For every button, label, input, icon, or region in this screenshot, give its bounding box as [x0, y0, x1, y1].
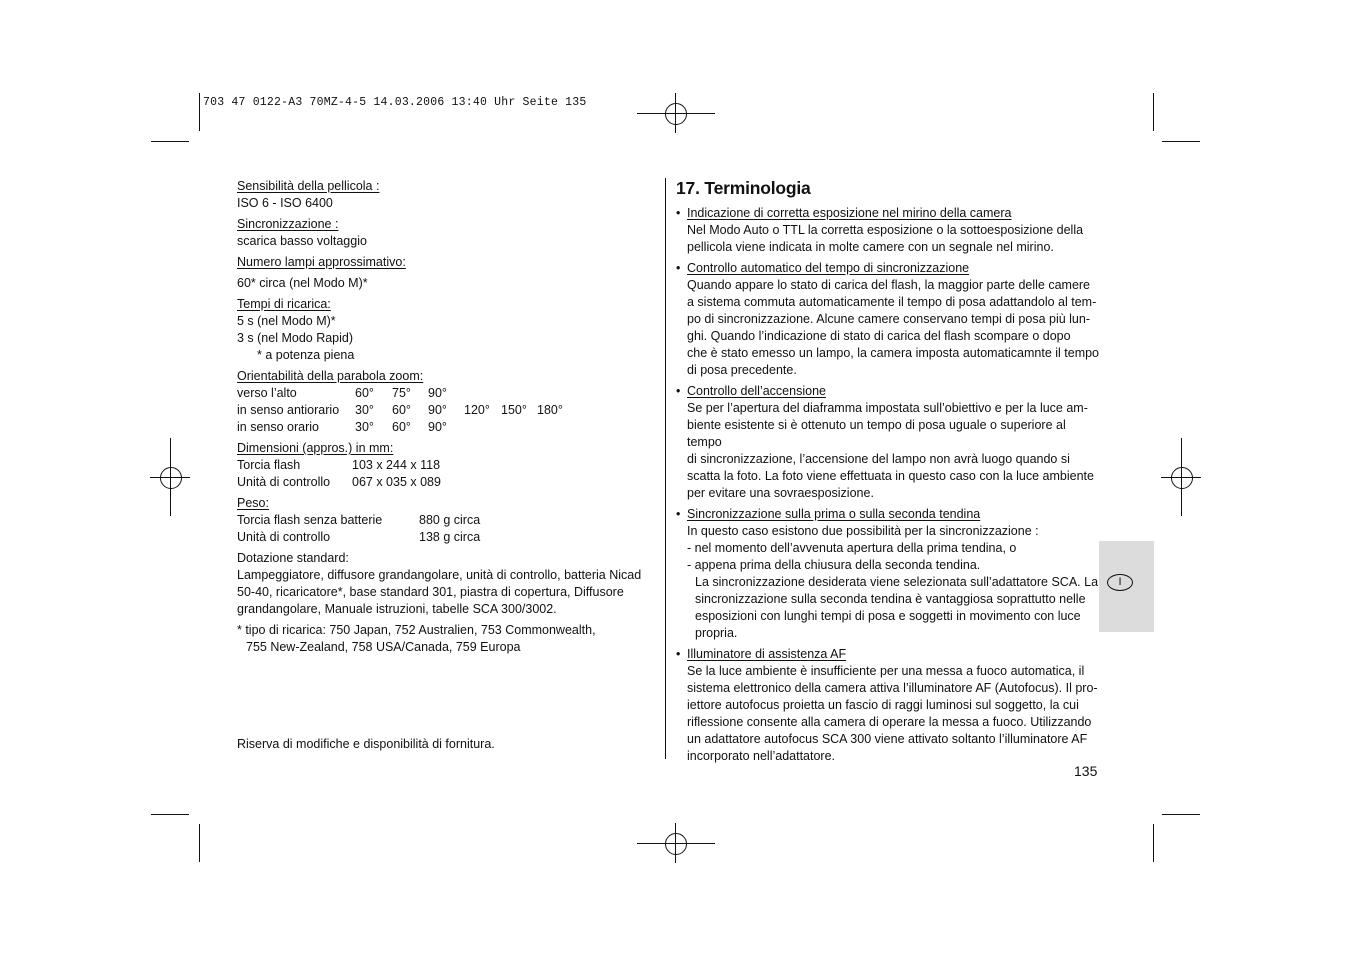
- page-number: 135: [1074, 763, 1098, 779]
- crop-mark: [1162, 141, 1200, 142]
- weight-row: Torcia flash senza batterie 880 g circa: [237, 513, 481, 527]
- tilt-row: in senso orario 30° 60° 90°: [237, 420, 447, 434]
- term-text: propria.: [695, 626, 738, 640]
- bullet: •: [676, 647, 681, 661]
- term-item: [676, 506, 1101, 642]
- term-text: - nel momento dell’avvenuta apertura della prima tendina, o: [687, 541, 1017, 555]
- spec-note: * a potenza piena: [257, 348, 355, 362]
- term-text: Se per l’apertura del diaframma impostata sull’obiettivo e per la luce am-: [687, 401, 1088, 415]
- spec-label: Orientabilità della parabola zoom:: [237, 369, 424, 383]
- term-title: Illuminatore di assistenza AF: [687, 647, 847, 661]
- bullet: •: [676, 261, 681, 275]
- dimension-row: Unità di controllo 067 x 035 x 089: [237, 475, 441, 489]
- bullet: •: [676, 507, 681, 521]
- bullet: •: [676, 206, 681, 220]
- spec-value: 50-40, ricaricatore*, base standard 301, piastra di copertura, Diffusore: [237, 585, 624, 599]
- term-title: Controllo dell’accensione: [687, 384, 826, 398]
- spec-value: ISO 6 - ISO 6400: [237, 196, 333, 210]
- spec-dimensions: [237, 440, 657, 491]
- term-title: Sincronizzazione sulla prima o sulla seconda tendina: [687, 507, 981, 521]
- term-title: Controllo automatico del tempo di sincronizzazione: [687, 261, 970, 275]
- spec-recharge: [237, 296, 657, 364]
- spec-label: Sincronizzazione :: [237, 217, 339, 231]
- term-text: di posa precedente.: [687, 363, 797, 377]
- crop-mark: [1153, 93, 1154, 131]
- spec-value: grandangolare, Manuale istruzioni, tabelle SCA 300/3002.: [237, 602, 557, 616]
- term-text: pellicola viene indicata in molte camere con un segnale nel mirino.: [687, 240, 1054, 254]
- spec-standard: [237, 550, 657, 618]
- weight-row: Unità di controllo 138 g circa: [237, 530, 481, 544]
- spec-label: Peso:: [237, 496, 269, 510]
- term-text: sistema elettronico della camera attiva l’illuminatore AF (Autofocus). Il pro-: [687, 681, 1098, 695]
- spec-value: scarica basso voltaggio: [237, 234, 367, 248]
- term-item: [676, 260, 1101, 379]
- term-text: di sincronizzazione, l’accensione del lampo non avrà luogo quando si: [687, 452, 1070, 466]
- note-line: 755 New-Zealand, 758 USA/Canada, 759 Europa: [246, 640, 521, 654]
- term-text: Quando appare lo stato di carica del flash, la maggior parte delle camere: [687, 278, 1091, 292]
- crop-mark: [1162, 814, 1200, 815]
- spec-value: 3 s (nel Modo Rapid): [237, 331, 354, 345]
- spec-label: Dimensioni (appros.) in mm:: [237, 441, 394, 455]
- term-text: In questo caso esistono due possibilità per la sincronizzazione :: [687, 524, 1039, 538]
- term-text: po di sincronizzazione. Alcune camere conservano tempi di posa più lun-: [687, 312, 1091, 326]
- term-text: per evitare una sovraesposizione.: [687, 486, 874, 500]
- term-item: [676, 646, 1101, 765]
- spec-label: Numero lampi approssimativo:: [237, 255, 406, 269]
- term-text: un adattatore autofocus SCA 300 viene attivato soltanto l’illuminatore AF: [687, 732, 1088, 746]
- spec-sync: [237, 216, 657, 250]
- terminology-column: [676, 177, 1101, 769]
- bullet: •: [676, 384, 681, 398]
- spec-sensitivity: [237, 178, 657, 212]
- term-text: scatta la foto. La foto viene effettuata in questo caso con la luce ambiente: [687, 469, 1094, 483]
- tilt-row: verso l’alto 60° 75° 90°: [237, 386, 447, 400]
- spec-value: Lampeggiatore, diffusore grandangolare, unità di controllo, batteria Nicad: [237, 568, 642, 582]
- spec-label: Sensibilità della pellicola :: [237, 179, 380, 193]
- term-text: a sistema commuta automaticamente il tempo di posa adattandolo al tem-: [687, 295, 1097, 309]
- disclaimer: Riserva di modifiche e disponibilità di fornitura.: [237, 737, 495, 751]
- crop-mark: [151, 814, 189, 815]
- crop-mark: [151, 141, 189, 142]
- print-slug: 703 47 0122-A3 70MZ-4-5 14.03.2006 13:40 Uhr Seite 135: [203, 96, 587, 109]
- crop-mark: [1153, 824, 1154, 862]
- spec-label: Tempi di ricarica:: [237, 297, 331, 311]
- spec-flashes: [237, 254, 657, 292]
- column-divider: [665, 178, 666, 759]
- term-text: incorporato nell’adattatore.: [687, 749, 836, 763]
- spec-value: 60* circa (nel Modo M)*: [237, 276, 368, 290]
- term-text: Se la luce ambiente è insufficiente per una messa a fuoco automatica, il: [687, 664, 1085, 678]
- spec-weight: [237, 495, 657, 546]
- term-text: biente esistente si è ottenuto un tempo di posa uguale o superiore al tempo: [687, 418, 1066, 449]
- term-text: sincronizzazione sulla seconda tendina è vantaggiosa soprattutto nelle: [695, 592, 1086, 606]
- section-title: 17. Terminologia: [676, 178, 811, 198]
- crop-mark: [199, 824, 200, 862]
- term-text: esposizioni con lunghi tempi di posa e soggetti in movimento con luce: [695, 609, 1081, 623]
- term-item: [676, 205, 1101, 256]
- language-marker: I: [1107, 574, 1133, 591]
- spec-label: Dotazione standard:: [237, 551, 349, 565]
- term-text: iettore autofocus proietta un fascio di raggi luminosi sul soggetto, la cui: [687, 698, 1079, 712]
- spec-value: 5 s (nel Modo M)*: [237, 314, 336, 328]
- spec-tilt: [237, 368, 657, 436]
- dimension-row: Torcia flash 103 x 244 x 118: [237, 458, 441, 472]
- term-text: ghi. Quando l’indicazione di stato di carica del flash scompare o dopo: [687, 329, 1071, 343]
- term-item: [676, 383, 1101, 502]
- term-text: - appena prima della chiusura della seconda tendina.: [687, 558, 981, 572]
- charger-note: [237, 622, 657, 656]
- tilt-row: in senso antiorario 30° 60° 90° 120° 150° 180°: [237, 403, 563, 417]
- term-text: Nel Modo Auto o TTL la corretta esposizione o la sottoesposizione della: [687, 223, 1084, 237]
- technical-data-column: [237, 178, 657, 656]
- note-line: * tipo di ricarica: 750 Japan, 752 Australien, 753 Commonwealth,: [237, 623, 596, 637]
- crop-mark: [199, 93, 200, 131]
- term-text: che è stato emesso un lampo, la camera imposta automaticamnte il tempo: [687, 346, 1100, 360]
- term-title: Indicazione di corretta esposizione nel mirino della camera: [687, 206, 1012, 220]
- term-text: riflessione consente alla camera di operare la messa a fuoco. Utilizzando: [687, 715, 1092, 729]
- language-tab: [1099, 541, 1154, 632]
- term-text: La sincronizzazione desiderata viene selezionata sull’adattatore SCA. La: [695, 575, 1099, 589]
